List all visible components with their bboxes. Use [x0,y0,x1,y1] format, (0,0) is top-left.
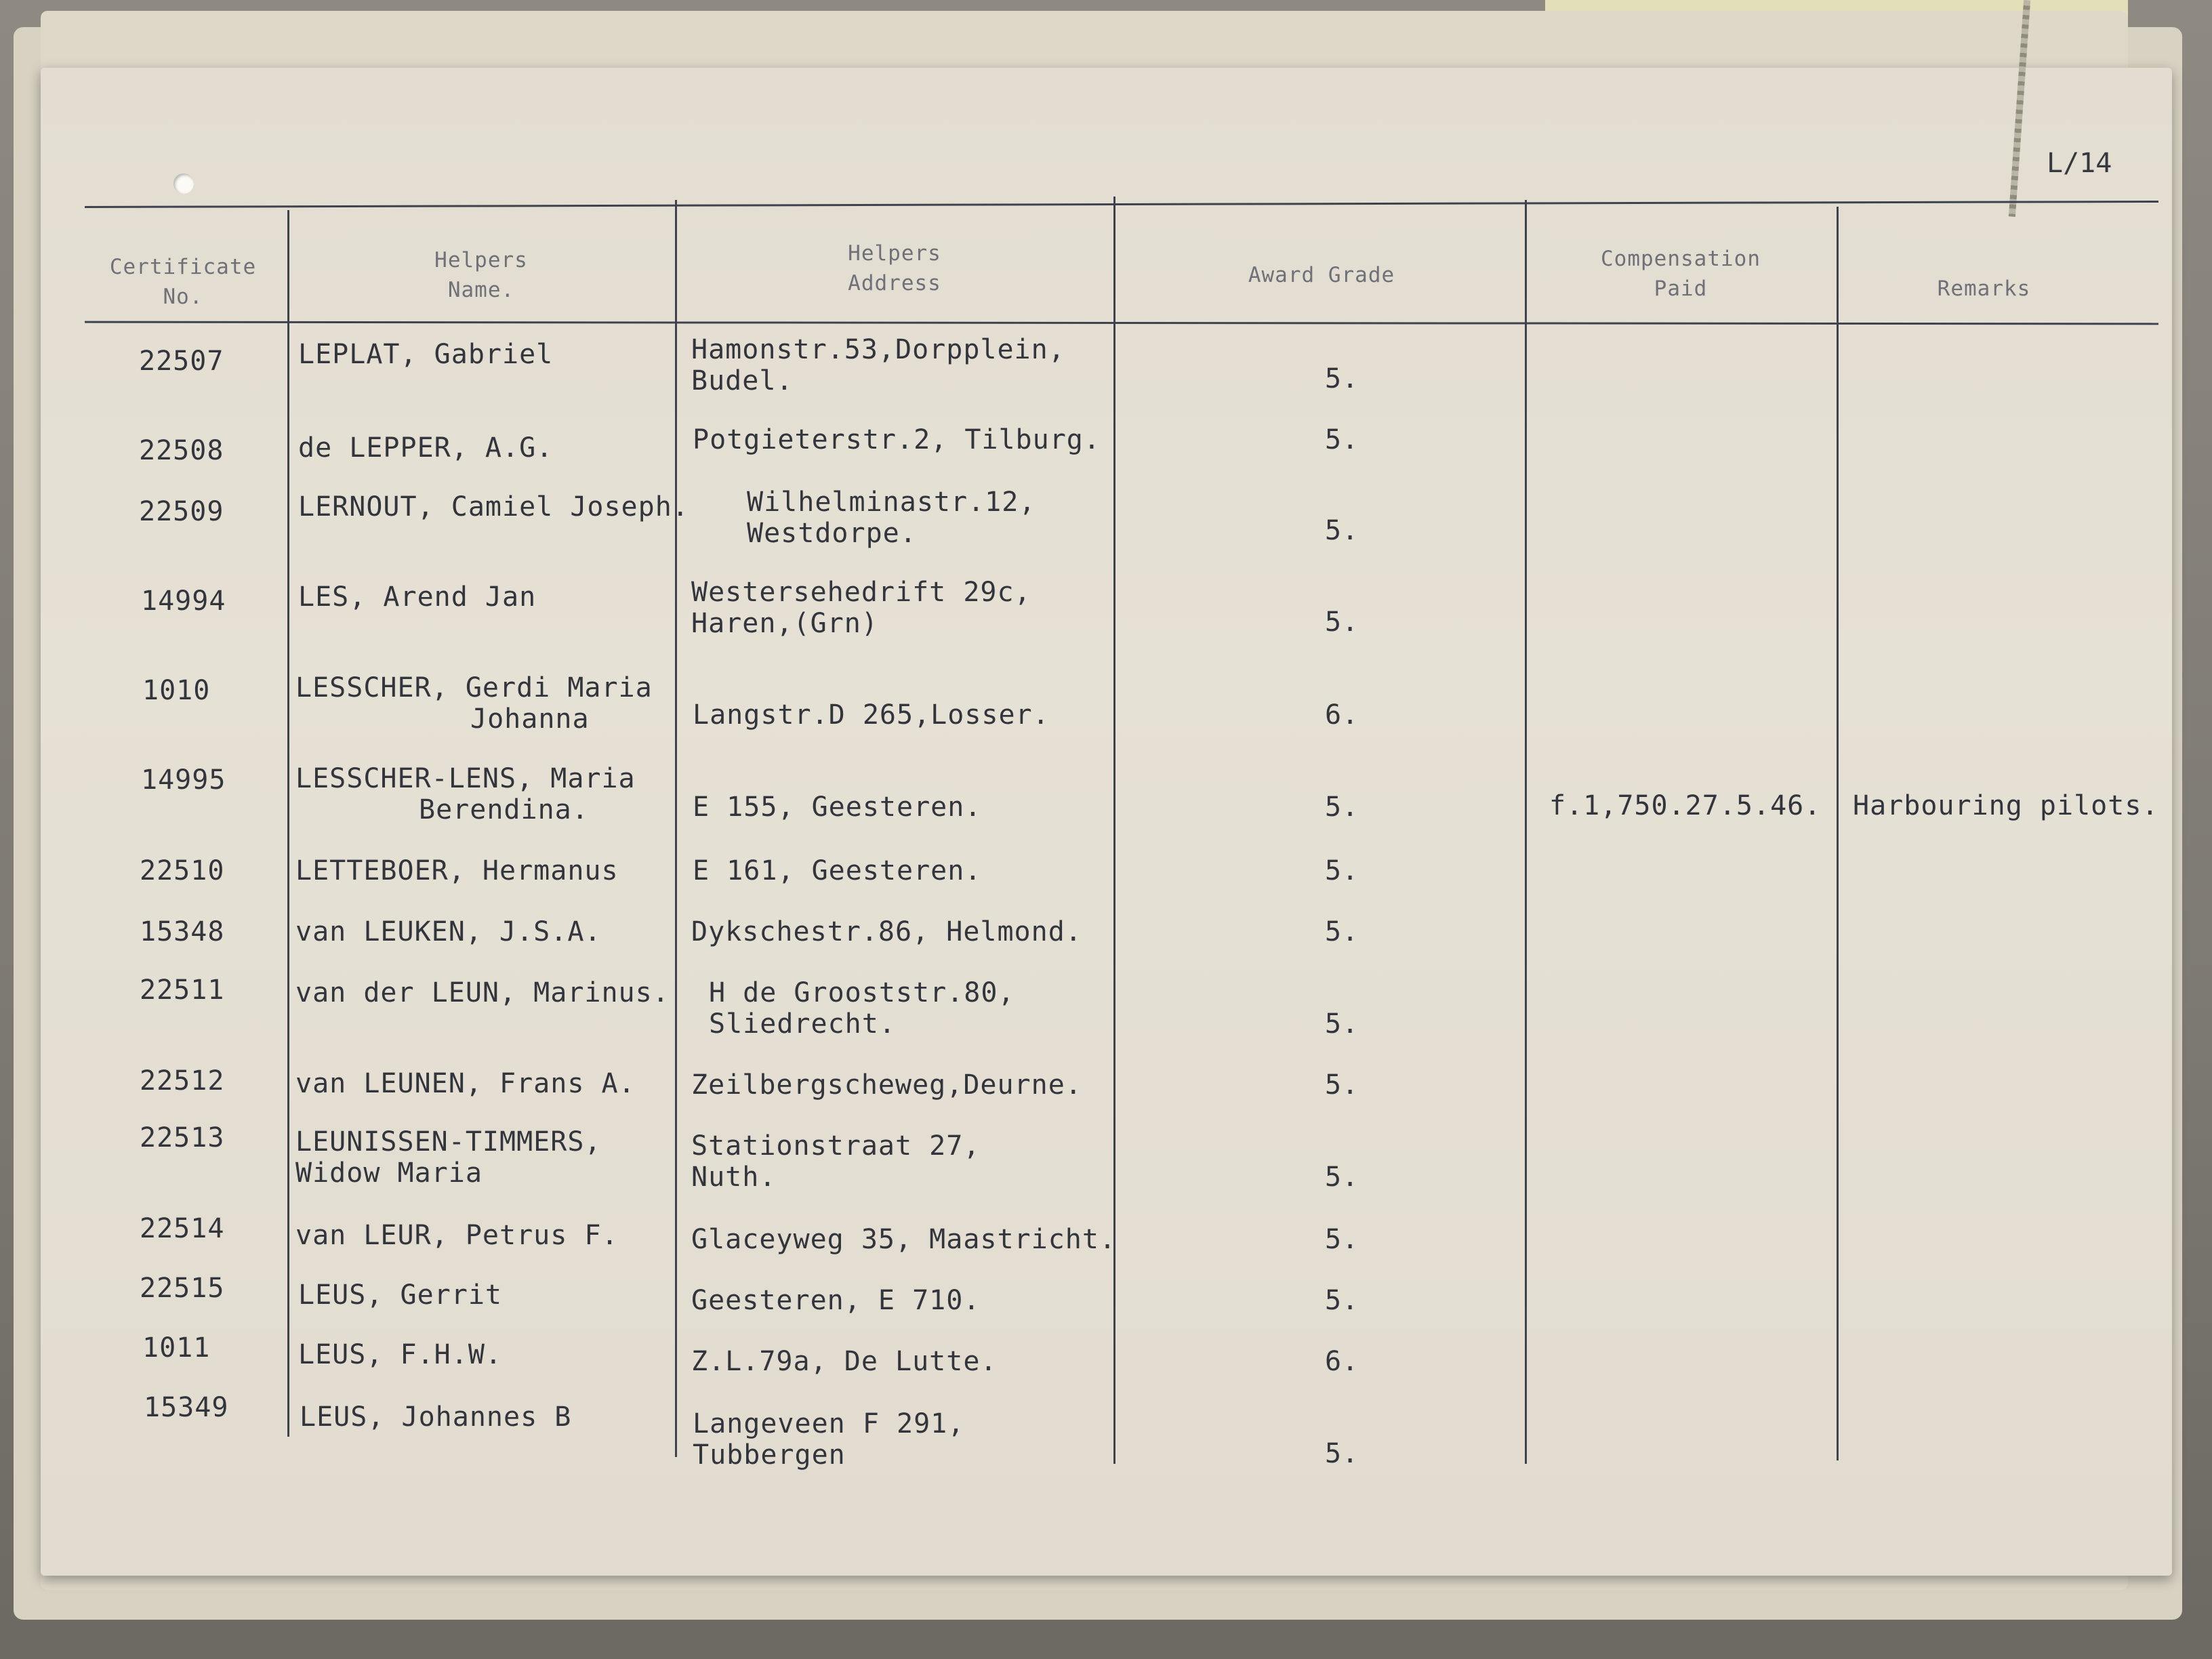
row-award-grade: 5. [1325,1069,1359,1101]
column-rule-3 [1113,197,1115,1464]
row-cert-no: 15348 [140,916,225,947]
row-helper-name: van LEUNEN, Frans A. [295,1068,636,1099]
row-award-grade: 5. [1325,1285,1359,1316]
row-award-grade: 5. [1325,1162,1359,1193]
row-helper-address: H de Grooststr.80, Sliedrecht. [709,977,1015,1040]
header-helpers-address: Helpers Address [848,241,941,295]
row-award-grade: 5. [1325,1008,1359,1040]
header-helpers-name: Helpers Name. [434,248,528,302]
row-helper-name: LERNOUT, Camiel Joseph. [298,491,689,523]
row-helper-address: Wilhelminastr.12, Westdorpe. [747,487,1036,549]
row-helper-name: de LEPPER, A.G. [298,432,554,464]
column-rule-1 [287,210,289,1437]
row-cert-no: 22509 [139,496,224,527]
punch-hole [173,173,194,194]
row-award-grade: 5. [1325,916,1359,947]
row-helper-name: LEPLAT, Gabriel [298,339,554,370]
row-helper-address: Westersehedrift 29c, Haren,(Grn) [691,577,1031,639]
row-helper-address: E 155, Geesteren. [693,792,982,823]
column-rule-4 [1525,200,1527,1464]
row-cert-no: 22511 [140,975,225,1006]
row-cert-no: 22513 [140,1122,225,1153]
row-helper-address: Z.L.79a, De Lutte. [691,1346,998,1377]
row-award-grade: 5. [1325,363,1359,394]
row-award-grade: 5. [1325,792,1359,823]
row-helper-name: LES, Arend Jan [298,581,537,613]
row-helper-name: van LEUKEN, J.S.A. [295,916,602,947]
row-helper-name: LEUS, F.H.W. [298,1339,502,1370]
row-award-grade: 6. [1325,1346,1359,1377]
row-helper-address: E 161, Geesteren. [693,855,982,886]
row-cert-no: 1010 [142,675,211,706]
row-helper-address: Glaceyweg 35, Maastricht. [691,1224,1117,1255]
row-helper-name: LESSCHER-LENS, Maria Berendina. [295,763,636,825]
row-helper-name: LEUS, Gerrit [298,1279,502,1311]
page-reference: L/14 [2047,148,2112,179]
header-compensation-paid: Compensation Paid [1601,247,1761,301]
row-cert-no: 22512 [140,1065,225,1097]
row-award-grade: 5. [1325,607,1359,638]
column-rule-2 [675,200,677,1457]
row-cert-no: 15349 [144,1392,229,1423]
row-award-grade: 5. [1325,1438,1359,1469]
column-rule-5 [1837,207,1839,1460]
row-helper-name: LESSCHER, Gerdi Maria Johanna [295,672,653,735]
row-remarks: Harbouring pilots. [1853,790,2159,821]
header-certificate-no: Certificate No. [109,255,257,309]
row-helper-address: Langstr.D 265,Losser. [693,699,1050,731]
row-helper-address: Langeveen F 291, Tubbergen [693,1408,965,1471]
row-cert-no: 22510 [140,855,225,886]
row-award-grade: 5. [1325,1224,1359,1255]
row-cert-no: 22508 [139,435,224,466]
row-cert-no: 22507 [139,346,224,377]
row-helper-address: Zeilbergscheweg,Deurne. [691,1069,1082,1101]
row-cert-no: 14994 [141,586,226,617]
row-helper-name: LEUNISSEN-TIMMERS, Widow Maria [295,1126,602,1189]
header-remarks: Remarks [1937,276,2031,301]
row-helper-address: Hamonstr.53,Dorpplein, Budel. [691,334,1065,396]
row-award-grade: 5. [1325,855,1359,886]
row-cert-no: 22514 [140,1213,225,1244]
row-cert-no: 1011 [142,1332,211,1364]
row-helper-address: Dykschestr.86, Helmond. [691,916,1082,947]
row-helper-name: van der LEUN, Marinus. [295,977,670,1008]
row-award-grade: 5. [1325,424,1359,455]
row-helper-address: Stationstraat 27, Nuth. [691,1130,981,1193]
row-award-grade: 6. [1325,699,1359,731]
row-cert-no: 14995 [141,764,226,796]
row-award-grade: 5. [1325,515,1359,546]
row-helper-name: LETTEBOER, Hermanus [295,855,619,886]
row-helper-address: Potgieterstr.2, Tilburg. [693,424,1101,455]
row-helper-address: Geesteren, E 710. [691,1285,981,1316]
row-compensation-paid: f.1,750.27.5.46. [1549,790,1822,821]
row-cert-no: 22515 [140,1273,225,1304]
row-helper-name: LEUS, Johannes B [300,1401,572,1433]
header-award-grade: Award Grade [1248,263,1395,287]
row-helper-name: van LEUR, Petrus F. [295,1220,619,1251]
